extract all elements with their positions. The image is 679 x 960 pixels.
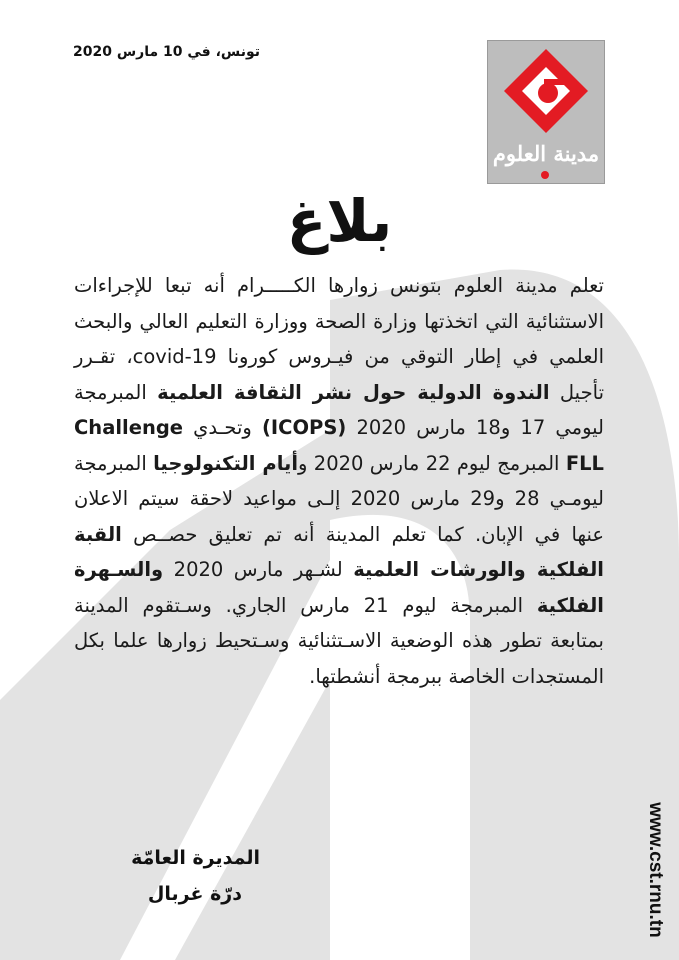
website-url xyxy=(640,795,670,945)
signature-block xyxy=(60,840,260,912)
website-url-text: www.cst.rnu.tn xyxy=(645,802,666,938)
document-date: تونس، في 10 مارس 2020 xyxy=(73,44,260,60)
body-text-segment: المبرمج ليوم 22 مارس 2020 و xyxy=(298,451,566,475)
body-highlight: (ICOPS) xyxy=(261,416,347,439)
signature-role: المديرة العامّة xyxy=(131,847,260,869)
body-highlight: أيام التكنولوجيا xyxy=(153,451,299,475)
signature-name: درّة غربال xyxy=(147,883,242,905)
announcement-body xyxy=(74,268,604,694)
body-highlight: الندوة الدولية حول نشر الثقافة العلمية xyxy=(157,380,550,404)
body-text-segment: المبرمجة ليوم 21 مارس الجاري. وسـتقوم المدينة بمتابعة تطور هذه الوضعية الاسـتثنائية وسـتحيط زوارها علما بكل المستجدات الخاصة ببرمجة أنشطتها. xyxy=(74,593,604,688)
page-title: بلاغ xyxy=(286,187,393,255)
body-text-segment: تعلم مدينة العلوم بتونس زوارها الكـــــرام أنه تبعا للإجراءات الاستثنائية التي اتخذتها وزارة الصحة ووزارة التعليم العالي والبحث العلمي في إطار التوقي من فيـروس كورونا covid-19، تقـرر تأجيل xyxy=(74,274,604,404)
body-text-segment: لشـهر مارس 2020 xyxy=(163,558,354,581)
body-highlight: Challenge FLL xyxy=(74,416,604,475)
body-highlight: القبة الفلكية والورشات العلمية xyxy=(74,522,604,581)
body-text-segment: المبرمجة ليومي 17 و18 مارس 2020 xyxy=(74,380,604,439)
city-of-sciences-logo xyxy=(487,40,605,184)
logo-text: مدينة العلوم xyxy=(492,141,600,166)
body-highlight: والسـهرة الفلكية xyxy=(74,558,604,617)
body-text-segment: المبرمجة ليومـي 28 و29 مارس 2020 إلـى مواعيد لاحقة سيتم الاعلان عنها في الإبان. كما تعلم المدينة أنه تم تعليق حصــص xyxy=(74,451,604,546)
body-text-segment: وتحـدي xyxy=(183,416,262,439)
